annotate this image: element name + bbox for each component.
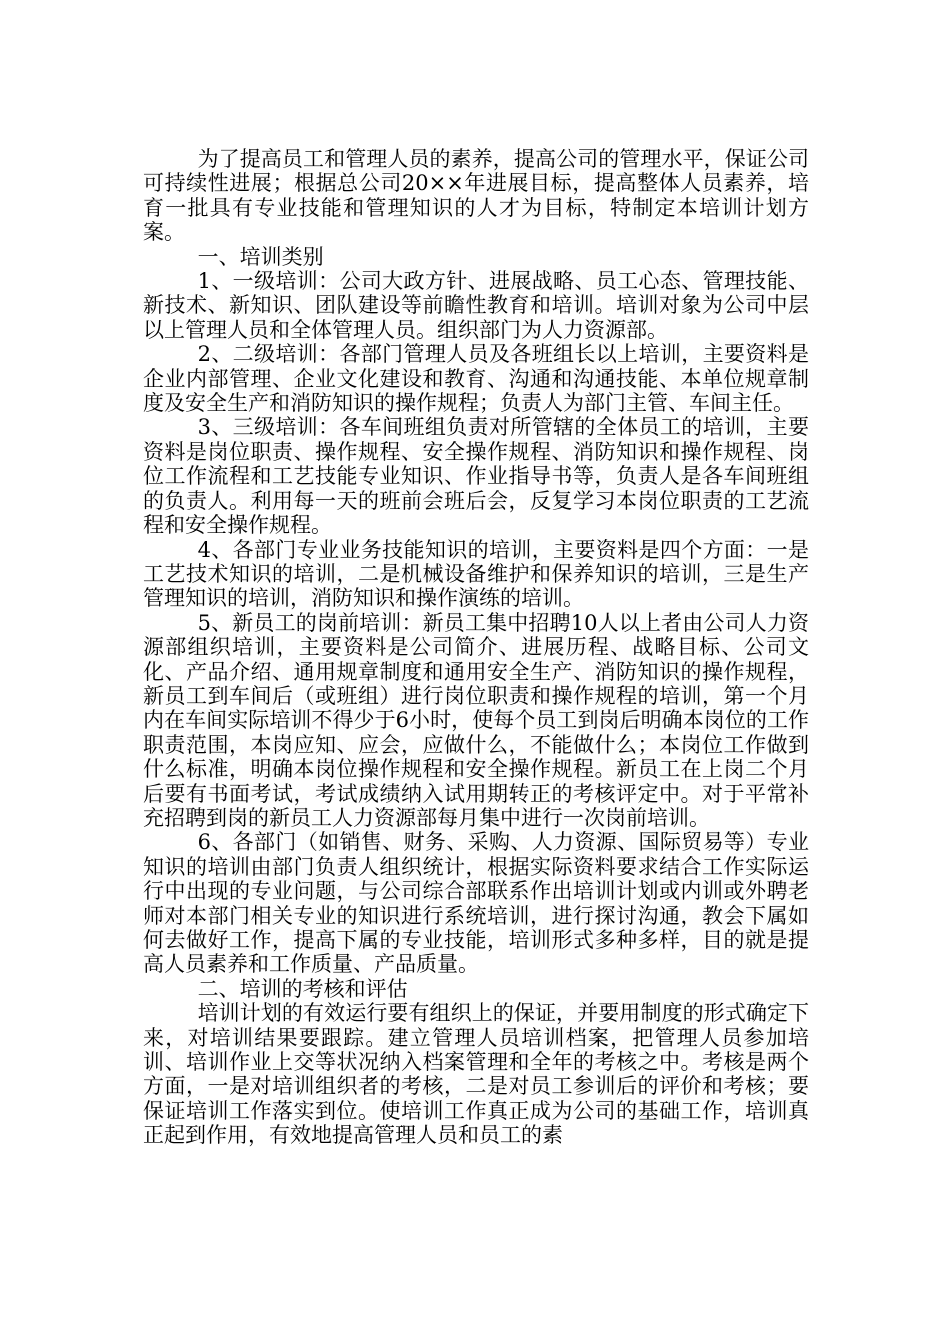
paragraph-department-skills-training: 4、各部门专业业务技能知识的培训，主要资料是四个方面：一是工艺技术知识的培训，二是机械设备维护和保养知识的培训，三是生产管理知识的培训，消防知识和操作演练的培训。 xyxy=(143,537,809,611)
intro-paragraph: 为了提高员工和管理人员的素养，提高公司的管理水平，保证公司可持续性进展；根据总公司20××年进展目标，提高整体人员素养，培育一批具有专业技能和管理知识的人才为目标，特制定本培训计划方案。 xyxy=(143,147,809,245)
paragraph-level-one-training: 1、一级培训：公司大政方针、进展战略、员工心态、管理技能、新技术、新知识、团队建设等前瞻性教育和培训。培训对象为公司中层以上管理人员和全体管理人员。组织部门为人力资源部。 xyxy=(143,269,809,342)
paragraph-new-employee-training: 5、新员工的岗前培训：新员工集中招聘10人以上者由公司人力资源部组织培训，主要资料是公司简介、进展历程、战略目标、公司文化、产品介绍、通用规章制度和通用安全生产、消防知识的操作规程，新员工到车间后（或班组）进行岗位职责和操作规程的培训，第一个月内在车间实际培训不得少于6小时，使每个员工到岗后明确本岗位的工作职责范围，本岗应知、应会，应做什么，不能做什么；本岗位工作做到什么标准，明确本岗位操作规程和安全操作规程。新员工在上岗二个月后要有书面考试，考试成绩纳入试用期转正的考核评定中。对于平常补充招聘到岗的新员工人力资源部每月集中进行一次岗前培训。 xyxy=(143,610,809,830)
paragraph-department-professional-training: 6、各部门（如销售、财务、采购、人力资源、国际贸易等）专业知识的培训由部门负责人组织统计，根据实际资料要求结合工作实际运行中出现的专业问题，与公司综合部联系作出培训计划或内训或外聘老师对本部门相关专业的知识进行系统培训，进行探讨沟通，教会下属如何去做好工作，提高下属的专业技能，培训形式多种多样，目的就是提高人员素养和工作质量、产品质量。 xyxy=(143,830,809,977)
paragraph-level-two-training: 2、二级培训：各部门管理人员及各班组长以上培训，主要资料是企业内部管理、企业文化建设和教育、沟通和沟通技能、本单位规章制度及安全生产和消防知识的操作规程；负责人为部门主管、车间主任。 xyxy=(143,342,809,416)
document-body xyxy=(143,147,809,1148)
paragraph-level-three-training: 3、三级培训：各车间班组负责对所管辖的全体员工的培训，主要资料是岗位职责、操作规程、安全操作规程、消防知识和操作规程、岗位工作流程和工艺技能专业知识、作业指导书等，负责人是各车间班组的负责人。利用每一天的班前会班后会，反复学习本岗位职责的工艺流程和安全操作规程。 xyxy=(143,415,809,538)
section-heading-assessment: 二、培训的考核和评估 xyxy=(197,976,408,1001)
paragraph-assessment-body: 培训计划的有效运行要有组织上的保证，并要用制度的形式确定下来，对培训结果要跟踪。建立管理人员培训档案，把管理人员参加培训、培训作业上交等状况纳入档案管理和全年的考核之中。考核是两个方面，一是对培训组织者的考核，二是对员工参训后的评价和考核；要保证培训工作落实到位。使培训工作真正成为公司的基础工作，培训真正起到作用，有效地提高管理人员和员工的素 xyxy=(143,1001,809,1148)
section-heading-training-categories: 一、培训类别 xyxy=(197,244,324,269)
